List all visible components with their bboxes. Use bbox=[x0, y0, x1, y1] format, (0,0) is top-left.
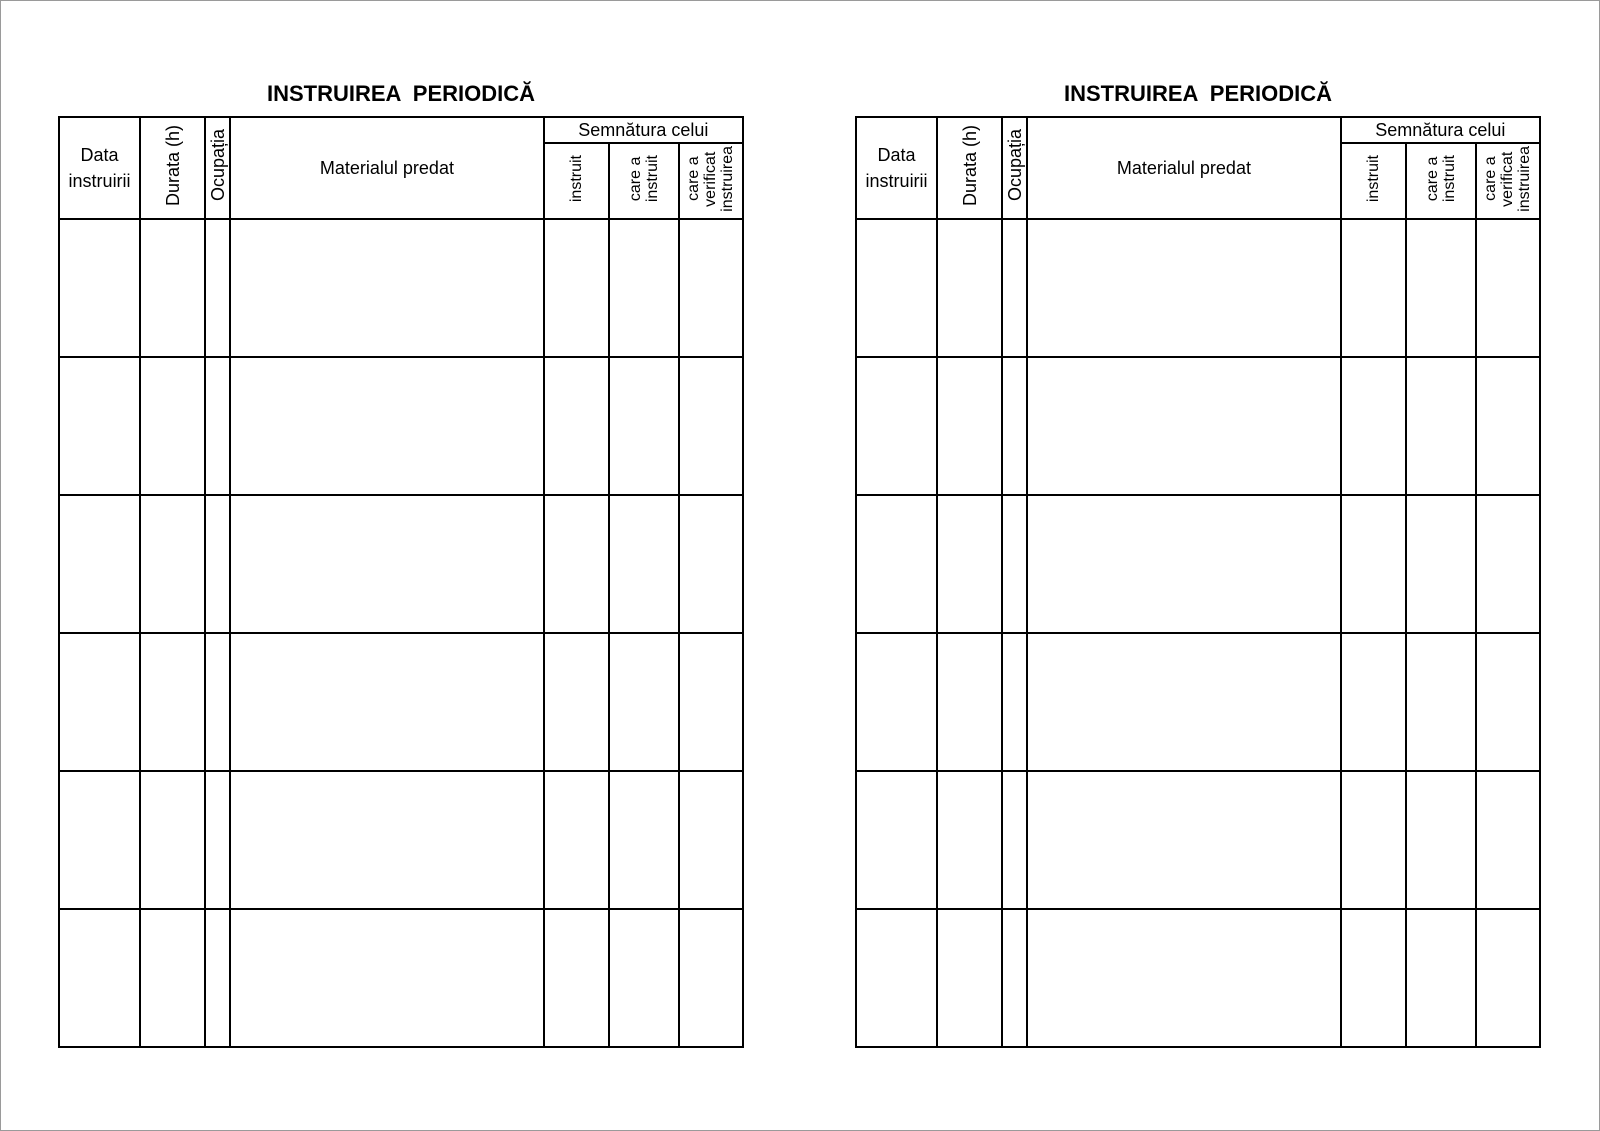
cell-material[interactable] bbox=[1027, 771, 1340, 909]
cell-sig-instructor[interactable] bbox=[609, 357, 679, 495]
cell-duration[interactable] bbox=[937, 909, 1002, 1047]
cell-sig-verifier[interactable] bbox=[1476, 771, 1540, 909]
cell-sig-instructor[interactable] bbox=[1406, 771, 1476, 909]
cell-sig-instructed[interactable] bbox=[544, 495, 609, 633]
page-title: INSTRUIREA PERIODICĂ bbox=[1063, 81, 1333, 106]
header-sig-verifier-label bbox=[685, 146, 736, 212]
header-sig-instructor-line2: instruit bbox=[643, 154, 661, 203]
header-sig-instructor-line1: care a bbox=[1423, 156, 1441, 201]
header-sig-verifier-line3: instruirea bbox=[719, 145, 737, 212]
table-row bbox=[59, 633, 743, 771]
cell-date[interactable] bbox=[856, 357, 937, 495]
cell-occupation[interactable] bbox=[205, 909, 230, 1047]
cell-sig-verifier[interactable] bbox=[1476, 909, 1540, 1047]
cell-occupation[interactable] bbox=[205, 633, 230, 771]
cell-sig-instructor[interactable] bbox=[1406, 357, 1476, 495]
cell-sig-instructed[interactable] bbox=[1341, 909, 1406, 1047]
header-sig-verifier bbox=[1476, 143, 1540, 219]
cell-date[interactable] bbox=[59, 633, 140, 771]
header-material-label: Materialul predat bbox=[1116, 158, 1251, 178]
cell-date[interactable] bbox=[59, 357, 140, 495]
cell-material[interactable] bbox=[1027, 633, 1340, 771]
header-sig-instructed bbox=[1341, 143, 1406, 219]
header-duration bbox=[140, 117, 205, 219]
cell-sig-verifier[interactable] bbox=[679, 219, 743, 357]
cell-date[interactable] bbox=[856, 909, 937, 1047]
header-date bbox=[59, 117, 140, 219]
training-table bbox=[58, 116, 744, 1048]
cell-date[interactable] bbox=[856, 495, 937, 633]
header-sig-verifier-line2: verificat bbox=[702, 150, 720, 207]
header-date-line2: instruirii bbox=[68, 171, 131, 191]
header-sig-instructor-label bbox=[627, 155, 661, 202]
cell-occupation[interactable] bbox=[205, 495, 230, 633]
header-signature bbox=[1341, 117, 1540, 143]
header-duration-label: Durata (h) bbox=[162, 124, 183, 207]
cell-material[interactable] bbox=[230, 633, 543, 771]
cell-material[interactable] bbox=[1027, 909, 1340, 1047]
header-occupation-label: Ocupația bbox=[207, 129, 228, 202]
cell-sig-instructed[interactable] bbox=[544, 219, 609, 357]
cell-occupation[interactable] bbox=[1002, 909, 1027, 1047]
cell-material[interactable] bbox=[1027, 357, 1340, 495]
table-row bbox=[59, 495, 743, 633]
cell-sig-verifier[interactable] bbox=[1476, 357, 1540, 495]
table-row bbox=[59, 357, 743, 495]
page-title: INSTRUIREA PERIODICĂ bbox=[266, 81, 536, 106]
header-date bbox=[856, 117, 937, 219]
cell-sig-verifier[interactable] bbox=[679, 633, 743, 771]
cell-occupation[interactable] bbox=[205, 771, 230, 909]
cell-duration[interactable] bbox=[937, 495, 1002, 633]
header-duration bbox=[937, 117, 1002, 219]
cell-sig-verifier[interactable] bbox=[679, 771, 743, 909]
cell-date[interactable] bbox=[856, 633, 937, 771]
cell-material[interactable] bbox=[230, 909, 543, 1047]
header-occupation bbox=[205, 117, 230, 219]
cell-occupation[interactable] bbox=[1002, 357, 1027, 495]
cell-sig-verifier[interactable] bbox=[679, 495, 743, 633]
header-signature-label: Semnătura celui bbox=[578, 120, 709, 140]
cell-duration[interactable] bbox=[140, 495, 205, 633]
header-sig-instructor bbox=[609, 143, 679, 219]
cell-duration[interactable] bbox=[140, 771, 205, 909]
cell-material[interactable] bbox=[230, 219, 543, 357]
cell-material[interactable] bbox=[1027, 219, 1340, 357]
cell-sig-instructor[interactable] bbox=[609, 771, 679, 909]
cell-duration[interactable] bbox=[140, 357, 205, 495]
form-page-left bbox=[58, 78, 744, 1048]
cell-occupation[interactable] bbox=[1002, 633, 1027, 771]
cell-sig-verifier[interactable] bbox=[679, 357, 743, 495]
cell-sig-verifier[interactable] bbox=[679, 909, 743, 1047]
header-material bbox=[1027, 117, 1340, 219]
header-date-line1: Data bbox=[877, 145, 916, 165]
cell-sig-instructed[interactable] bbox=[1341, 771, 1406, 909]
table-row bbox=[59, 909, 743, 1047]
table-row bbox=[59, 219, 743, 357]
cell-sig-instructed[interactable] bbox=[1341, 495, 1406, 633]
header-material bbox=[230, 117, 543, 219]
table-row bbox=[856, 357, 1540, 495]
header-signature bbox=[544, 117, 743, 143]
cell-occupation[interactable] bbox=[205, 357, 230, 495]
header-duration-label: Durata (h) bbox=[959, 124, 980, 207]
header-occupation-label: Ocupația bbox=[1004, 129, 1025, 202]
header-material-label: Materialul predat bbox=[319, 158, 454, 178]
cell-sig-instructed[interactable] bbox=[1341, 633, 1406, 771]
cell-duration[interactable] bbox=[937, 219, 1002, 357]
header-date-line1: Data bbox=[80, 145, 119, 165]
header-date-line2: instruirii bbox=[865, 171, 928, 191]
table-row bbox=[856, 909, 1540, 1047]
table-row bbox=[856, 633, 1540, 771]
header-sig-verifier-line2: verificat bbox=[1499, 150, 1517, 207]
cell-sig-instructor[interactable] bbox=[1406, 495, 1476, 633]
cell-sig-instructor[interactable] bbox=[1406, 633, 1476, 771]
cell-occupation[interactable] bbox=[1002, 219, 1027, 357]
header-signature-label: Semnătura celui bbox=[1375, 120, 1506, 140]
cell-date[interactable] bbox=[59, 771, 140, 909]
table-row bbox=[856, 495, 1540, 633]
cell-material[interactable] bbox=[230, 495, 543, 633]
header-sig-verifier-line3: instruirea bbox=[1516, 145, 1534, 212]
cell-sig-instructor[interactable] bbox=[609, 909, 679, 1047]
cell-sig-instructed[interactable] bbox=[544, 357, 609, 495]
cell-duration[interactable] bbox=[140, 633, 205, 771]
cell-duration[interactable] bbox=[140, 219, 205, 357]
cell-sig-instructor[interactable] bbox=[609, 219, 679, 357]
cell-sig-instructor[interactable] bbox=[1406, 909, 1476, 1047]
cell-sig-instructed[interactable] bbox=[544, 909, 609, 1047]
header-sig-instructed bbox=[544, 143, 609, 219]
cell-sig-instructor[interactable] bbox=[609, 495, 679, 633]
cell-occupation[interactable] bbox=[1002, 771, 1027, 909]
header-sig-verifier-label bbox=[1482, 146, 1533, 212]
cell-occupation[interactable] bbox=[1002, 495, 1027, 633]
cell-sig-instructor[interactable] bbox=[609, 633, 679, 771]
cell-sig-verifier[interactable] bbox=[1476, 219, 1540, 357]
cell-sig-verifier[interactable] bbox=[1476, 495, 1540, 633]
cell-date[interactable] bbox=[59, 495, 140, 633]
header-sig-verifier bbox=[679, 143, 743, 219]
cell-occupation[interactable] bbox=[205, 219, 230, 357]
form-page-right bbox=[855, 78, 1541, 1048]
header-sig-instructed-label: instruit bbox=[1364, 154, 1382, 203]
header-sig-instructor-line1: care a bbox=[626, 156, 644, 201]
header-sig-verifier-line1: care a bbox=[685, 156, 703, 201]
cell-sig-instructed[interactable] bbox=[544, 771, 609, 909]
cell-material[interactable] bbox=[230, 771, 543, 909]
cell-sig-instructed[interactable] bbox=[1341, 357, 1406, 495]
cell-duration[interactable] bbox=[140, 909, 205, 1047]
cell-date[interactable] bbox=[856, 771, 937, 909]
header-sig-instructed-label: instruit bbox=[567, 154, 585, 203]
cell-date[interactable] bbox=[59, 219, 140, 357]
header-sig-verifier-line1: care a bbox=[1482, 156, 1500, 201]
cell-material[interactable] bbox=[1027, 495, 1340, 633]
cell-sig-instructor[interactable] bbox=[1406, 219, 1476, 357]
header-occupation bbox=[1002, 117, 1027, 219]
header-sig-instructor-label bbox=[1424, 155, 1458, 202]
table-row bbox=[856, 219, 1540, 357]
training-table bbox=[855, 116, 1541, 1048]
cell-sig-verifier[interactable] bbox=[1476, 633, 1540, 771]
table-row bbox=[59, 771, 743, 909]
cell-date[interactable] bbox=[856, 219, 937, 357]
cell-duration[interactable] bbox=[937, 633, 1002, 771]
cell-date[interactable] bbox=[59, 909, 140, 1047]
header-sig-instructor-line2: instruit bbox=[1440, 154, 1458, 203]
cell-sig-instructed[interactable] bbox=[544, 633, 609, 771]
cell-duration[interactable] bbox=[937, 771, 1002, 909]
table-row bbox=[856, 771, 1540, 909]
cell-sig-instructed[interactable] bbox=[1341, 219, 1406, 357]
cell-duration[interactable] bbox=[937, 357, 1002, 495]
header-sig-instructor bbox=[1406, 143, 1476, 219]
cell-material[interactable] bbox=[230, 357, 543, 495]
